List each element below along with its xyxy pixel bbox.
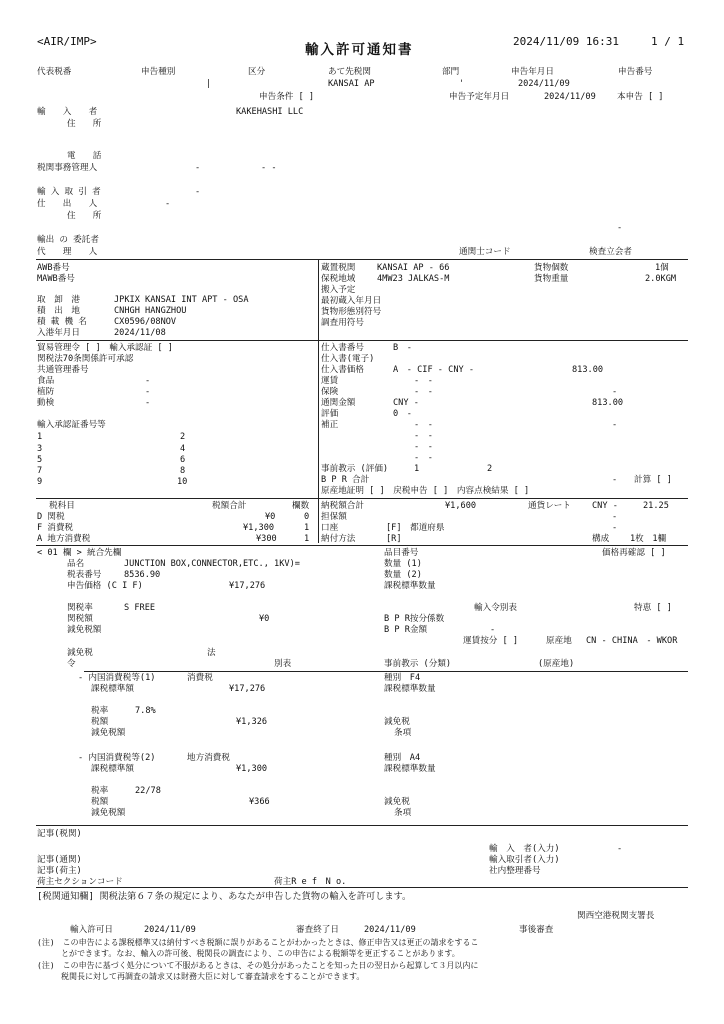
tax2-rate-value: 22/78: [135, 786, 161, 796]
invoice-price-label: 仕入書価格: [321, 365, 364, 375]
approval-no-9: 9: [37, 477, 43, 487]
tax1-amount-label: 税額: [91, 717, 109, 727]
importer-input-label: 輸 入 者(入力): [489, 844, 560, 854]
customs-notice: [税関通知欄] 関税法第６７条の規定により、あなたが申告した貨物の輸入を許可します。: [37, 891, 412, 902]
payment-total-value: ¥1,600: [445, 501, 477, 511]
insurance-right-dash: -: [612, 387, 618, 397]
adjust-row3: - -: [414, 442, 433, 452]
origin-label: 積 出 地: [37, 306, 80, 316]
valuation-label: 評価: [321, 409, 339, 419]
tax2-kind: 種別 A4: [384, 753, 421, 763]
tax-manager-value2: - -: [261, 163, 277, 173]
approval-nos-label: 輸入承認証番号等: [37, 420, 106, 430]
tax-col-total: 税額合計: [212, 501, 247, 511]
advance-classification-label: 事前教示 (分類): [384, 659, 452, 669]
reprice-flag: 価格再確認 [ ]: [602, 548, 666, 558]
divider: [36, 887, 688, 888]
duty-rate-label: 関税率: [67, 603, 93, 613]
tax2-reduction-label: 減免税額: [91, 808, 126, 818]
decl-no-label: 申告番号: [618, 67, 653, 77]
adjust-right-dash: -: [612, 420, 618, 430]
item-code-label: 品目番号: [384, 548, 419, 558]
tax-row-count: 1: [304, 534, 310, 544]
port-value: JPKIX KANSAI INT APT - OSA: [114, 295, 249, 305]
invoice-no-value: B -: [393, 343, 412, 353]
bonded-customs-value: KANSAI AP - 66: [377, 263, 450, 273]
art70-label: 関税法70条関係許可承認: [37, 354, 134, 364]
vessel-value: CX0596/08NOV: [114, 317, 177, 327]
planned-date: 2024/11/09: [544, 92, 596, 102]
shipper-right-dash: -: [617, 223, 623, 233]
page-title: 輸入許可通知書: [305, 42, 414, 58]
security-dash: -: [612, 512, 618, 522]
tax2-clause-label: 条項: [394, 808, 412, 818]
tax1-rate-label: 税率: [91, 706, 109, 716]
security-label: 担保額: [321, 512, 347, 522]
invoice-no-label: 仕入書番号: [321, 343, 364, 353]
law-label: 法: [207, 648, 216, 658]
survey-code-label: 調査用符号: [321, 318, 364, 328]
legal-note-2-cont: 税関長に対して再調査の請求又は財務大臣に対して審査請求をすることができます。: [37, 972, 365, 981]
decl-type-divider: |: [206, 79, 212, 89]
phone-label: 電 話: [67, 151, 102, 161]
item-name-label: 品名: [67, 559, 85, 569]
invoice-elec-label: 仕入書(電子): [321, 354, 375, 364]
bpr-amount-dash: -: [490, 625, 496, 635]
duty-rate-value: S FREE: [124, 603, 156, 613]
country-label: 原産地: [546, 636, 572, 646]
bpr-total-label: B P R 合計: [321, 475, 370, 485]
trading-partner-value: -: [195, 187, 201, 197]
import-quota-label: 輸入令別表: [474, 603, 517, 613]
bpr-amount-label: B P R金額: [384, 625, 428, 635]
arrival-value: 2024/11/08: [114, 328, 166, 338]
declared-amount-value: 813.00: [592, 398, 624, 408]
divider: [318, 259, 319, 340]
first-carry-label: 最初蔵入年月日: [321, 296, 382, 306]
qty1-label: 数量 (1): [384, 559, 422, 569]
dest-customs: KANSAI AP: [328, 79, 375, 89]
freight-value: - -: [414, 376, 433, 386]
decl-type-label: 申告種別: [141, 67, 176, 77]
item-name: JUNCTION BOX,CONNECTOR,ETC., 1KV)=: [124, 559, 300, 569]
tax1-base-label: 課税標準額: [91, 684, 134, 694]
tax2-amount-value: ¥366: [249, 797, 270, 807]
origin-value: CNHGH HANGZHOU: [114, 306, 187, 316]
exchange-rate-currency: CNY -: [592, 501, 618, 511]
insurance-label: 保険: [321, 387, 339, 397]
representative-label: 代 理 人: [37, 247, 98, 257]
tax1-name: 消費税: [187, 673, 213, 683]
advance-ruling-label: 事前教示 (評価): [321, 464, 389, 474]
category-label: 区分: [248, 67, 266, 77]
vessel-label: 積 載 機 名: [37, 317, 87, 327]
awb-label: AWB番号: [37, 263, 70, 273]
order-label: 令: [67, 659, 76, 669]
insurance-value: - -: [414, 387, 433, 397]
composition-label: 構成: [592, 534, 610, 544]
approval-no-2: 2: [180, 432, 186, 442]
tax-manager-value1: -: [195, 163, 201, 173]
advance-origin-label: (原産地): [538, 659, 575, 669]
taxable-qty-label: 課税標準数量: [384, 581, 436, 591]
annex-label: 別表: [274, 659, 292, 669]
approval-no-8: 8: [180, 466, 186, 476]
bonded-area-label: 保税地域: [321, 274, 356, 284]
account-dash: -: [612, 523, 618, 533]
shipper-address-label: 住 所: [67, 211, 102, 221]
shipper-section-label: 荷主セクションコード: [37, 877, 123, 887]
tax-row-count: 1: [304, 523, 310, 533]
rep-tax-no-label: 代表税番: [37, 67, 72, 77]
freight-ratio-flag: 運賃按分 [ ]: [463, 636, 519, 646]
dest-customs-label: あて先税関: [328, 67, 371, 77]
payment-method-value: [R]: [386, 534, 402, 544]
packages-value: 1個: [655, 263, 669, 273]
duty-amount-value: ¥0: [259, 614, 270, 624]
legal-note-1: (注) この申告による課税標準又は納付すべき税額に誤りがあることがわかったときは、修正申告又は更正の請求をするこ: [37, 938, 479, 947]
duty-reduction-label: 減免税額: [67, 625, 102, 635]
hs-label: 税表番号: [67, 570, 102, 580]
tax1-kind: 種別 F4: [384, 673, 421, 683]
animal-label: 動検: [37, 398, 55, 408]
tax-row-label: D 関税: [37, 512, 65, 522]
permit-date: 2024/11/09: [144, 925, 196, 935]
post-audit-label: 事後審査: [519, 925, 554, 935]
main-declaration: 本申告 [ ]: [617, 92, 664, 102]
tax2-rate-label: 税率: [91, 786, 109, 796]
tax2-label: - 内国消費税等(2): [78, 753, 156, 763]
account-value: [F] 都道府県: [386, 523, 445, 533]
divider: [36, 259, 688, 260]
mawb-label: MAWB番号: [37, 274, 75, 284]
decl-date-label: 申告年月日: [511, 67, 554, 77]
trading-partner-label: 輸 入 取 引 者: [37, 187, 101, 197]
advance-ruling-1: 1: [414, 464, 420, 474]
tax1-reduction-label: 減免税額: [91, 728, 126, 738]
department-label: 部門: [442, 67, 460, 77]
divider: [36, 825, 688, 826]
print-datetime: 2024/11/09 16:31: [513, 35, 619, 48]
tax2-name: 地方消費税: [187, 753, 230, 763]
tax-row-label: F 消費税: [37, 523, 74, 533]
tax1-label: - 内国消費税等(1): [78, 673, 156, 683]
tax1-amount-value: ¥1,326: [236, 717, 268, 727]
notes-shipper-label: 記事(荷主): [37, 866, 82, 876]
notes-customs-label: 記事(税関): [37, 829, 82, 839]
divider: [36, 340, 688, 341]
inspector-label: 検査立会者: [589, 247, 632, 257]
tax2-amount-label: 税額: [91, 797, 109, 807]
arrival-label: 入港年月日: [37, 328, 80, 338]
partner-input-label: 輸入取引者(入力): [489, 855, 560, 865]
shipper-value: -: [165, 199, 171, 209]
page-number: 1 / 1: [651, 35, 685, 48]
calc-flag: 計算 [ ]: [634, 475, 672, 485]
department: ': [459, 79, 465, 89]
divider: [318, 498, 319, 543]
tax-col-count: 欄数: [292, 501, 310, 511]
divider: [36, 498, 688, 499]
advance-ruling-2: 2: [487, 464, 493, 474]
tax1-base-value: ¥17,276: [229, 684, 266, 694]
carry-in-label: 搬入予定: [321, 285, 356, 295]
adjust-value: - -: [414, 420, 433, 430]
tax-row-label: A 地方消費税: [37, 534, 91, 544]
approval-no-3: 3: [37, 444, 43, 454]
payment-total-label: 納税額合計: [321, 501, 364, 511]
account-label: 口座: [321, 523, 339, 533]
tax-manager-label: 税関事務管理人: [37, 163, 98, 173]
common-mgmt-label: 共通管理番号: [37, 365, 89, 375]
qty2-label: 数量 (2): [384, 570, 422, 580]
shipper-ref-label: 荷主R e f N o.: [274, 877, 347, 887]
legal-note-2: (注) この申告に基づく処分について不服があるときは、その処分があったことを知った日の翌日から起算して３月以内に: [37, 961, 479, 970]
country-value: CN - CHINA - WKOR: [586, 636, 678, 646]
tax-row-amount: ¥300: [256, 534, 277, 544]
tax2-base-label: 課税標準額: [91, 764, 134, 774]
approval-no-10: 10: [177, 477, 188, 487]
bpr-ratio-label: B P R按分係数: [384, 614, 445, 624]
invoice-price-terms: A - CIF - CNY -: [393, 365, 475, 375]
origin-cert-line: 原産地証明 [ ] 戻税申告 [ ] 内容点検結果 [ ]: [321, 486, 530, 496]
notes-broker-label: 記事(通関): [37, 855, 82, 865]
decl-conditions: 申告条件 [ ]: [259, 92, 315, 102]
bpr-total-dash: -: [612, 475, 618, 485]
approval-no-1: 1: [37, 432, 43, 442]
permit-date-label: 輸入許可日: [70, 925, 113, 935]
adjust-row2: - -: [414, 431, 433, 441]
divider: [318, 340, 319, 498]
approval-no-6: 6: [180, 455, 186, 465]
packages-label: 貨物個数: [534, 263, 569, 273]
cif-value: ¥17,276: [229, 581, 266, 591]
bonded-area-value: 4MW23 JALKAS-M: [377, 274, 450, 284]
importer-name: KAKEHASHI LLC: [236, 107, 304, 117]
tax-row-count: 0: [304, 512, 310, 522]
invoice-price-value: 813.00: [572, 365, 604, 375]
plant-value: -: [145, 387, 151, 397]
broker-code-label: 通関士コード: [459, 247, 511, 257]
cif-label: 申告価格 (C I F): [67, 581, 143, 591]
food-label: 食品: [37, 376, 55, 386]
exam-end-label: 審査終了日: [296, 925, 339, 935]
plant-label: 植防: [37, 387, 55, 397]
planned-date-label: 申告予定年月日: [449, 92, 510, 102]
declared-currency: CNY -: [393, 398, 419, 408]
divider: [36, 545, 688, 546]
tax2-base-value: ¥1,300: [236, 764, 268, 774]
importer-address-label: 住 所: [67, 119, 102, 129]
internal-no-label: 社内整理番号: [489, 866, 541, 876]
declared-amount-label: 通関金額: [321, 398, 356, 408]
tax-row-amount: ¥1,300: [243, 523, 275, 533]
hs-value: 8536.90: [124, 570, 161, 580]
divider: [84, 671, 688, 672]
tax-col-item: 税科目: [49, 501, 75, 511]
form-code-label: 貨物形態別符号: [321, 307, 382, 317]
tax1-clause-label: 条項: [394, 728, 412, 738]
exam-end-date: 2024/11/09: [364, 925, 416, 935]
food-value: -: [145, 376, 151, 386]
tax2-qty-label: 課税標準数量: [384, 764, 436, 774]
exchange-rate-value: 21.25: [643, 501, 669, 511]
preference-flag: 特恵 [ ]: [634, 603, 672, 613]
customs-office: 関西空港税関支署長: [577, 911, 655, 921]
composition-value: 1枚 1欄: [630, 534, 667, 544]
doc-code: <AIR/IMP>: [37, 35, 97, 48]
tax1-rate-value: 7.8%: [135, 706, 156, 716]
adjust-row4: - -: [414, 453, 433, 463]
approval-no-5: 5: [37, 455, 43, 465]
duty-amount-label: 関税額: [67, 614, 93, 624]
bonded-customs-label: 蔵置税関: [321, 263, 356, 273]
tax-row-amount: ¥0: [265, 512, 276, 522]
legal-note-1-cont: とができます。なお、輸入の許可後、税関長の調査により、この申告による税額等を更正することがあります。: [37, 949, 460, 958]
animal-value: -: [145, 398, 151, 408]
tax1-qty-label: 課税標準数量: [384, 684, 436, 694]
exemption-label: 減免税: [67, 648, 93, 658]
freight-label: 運賃: [321, 376, 339, 386]
importer-input-dash: -: [617, 844, 623, 854]
tax2-exempt-label: 減免税: [384, 797, 410, 807]
approval-no-7: 7: [37, 466, 43, 476]
tax1-exempt-label: 減免税: [384, 717, 410, 727]
adjust-label: 補正: [321, 420, 339, 430]
valuation-value: 0 -: [393, 409, 412, 419]
shipper-label: 仕 出 人: [37, 199, 98, 209]
item-header: < 01 欄 > 統合先欄: [37, 548, 122, 558]
importer-label: 輸 入 者: [37, 107, 98, 117]
port-label: 取 卸 港: [37, 295, 80, 305]
payment-method-label: 納付方法: [321, 534, 356, 544]
exchange-rate-label: 通貨レート: [528, 501, 571, 511]
approval-no-4: 4: [180, 444, 186, 454]
export-agent-label: 輸出 の 委託者: [37, 235, 99, 245]
weight-value: 2.0KGM: [645, 274, 677, 284]
weight-label: 貨物重量: [534, 274, 569, 284]
decl-date: 2024/11/09: [518, 79, 570, 89]
trade-control-label: 貿易管理令 [ ] 輸入承認証 [ ]: [37, 343, 173, 353]
